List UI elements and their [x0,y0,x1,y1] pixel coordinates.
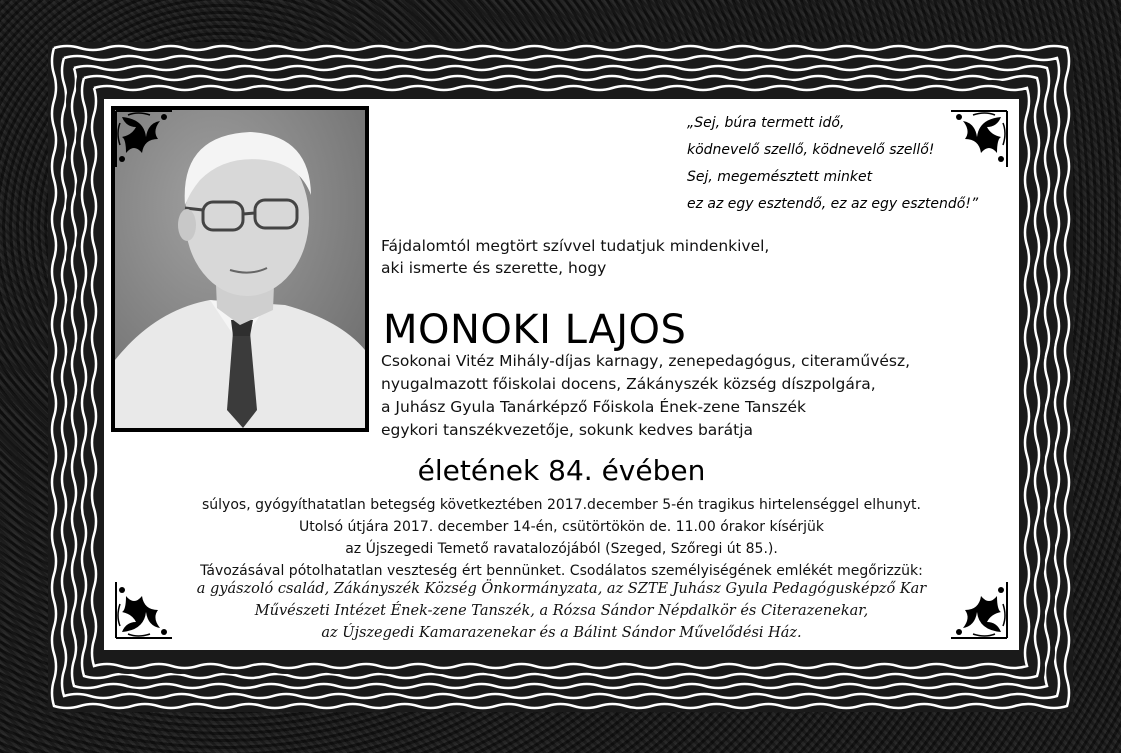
intro-text [381,235,769,279]
title-line: egykori tanszékvezetője, sokunk kedves barátja [381,421,754,439]
poem-quote [687,110,1017,218]
body-line: Távozásával pótolhatatlan veszteség ért bennünket. Csodálatos személyiségének emlékét megőrizzük: [200,563,923,579]
intro-line: Fájdalomtól megtört szívvel tudatjuk mindenkivel, [381,237,770,255]
mourners-list [104,578,1019,644]
deceased-name: MONOKI LAJOS [383,307,687,353]
body-line: Utolsó útjára 2017. december 14-én, csütörtökön de. 11.00 órakor kísérjük [298,519,825,535]
title-line: nyugalmazott főiskolai docens, Zákányszék község díszpolgára, [381,375,876,393]
mourners-line: a gyászoló család, Zákányszék Község Önkormányzata, az SZTE Juhász Gyula Pedagógusképző Kar [196,581,927,597]
intro-line: aki ismerte és szerette, hogy [381,259,607,277]
obituary-card [104,99,1019,650]
poem-line: ködnevelő szellő, ködnevelő szellő! [687,142,935,158]
title-line: a Juhász Gyula Tanárképző Főiskola Ének-zene Tanszék [381,398,806,416]
poem-line: ez az egy esztendő, ez az egy esztendő!” [687,196,979,212]
poem-line: „Sej, búra termett idő, [687,115,845,131]
mourners-line: Művészeti Intézet Ének-zene Tanszék, a Rózsa Sándor Népdalkör és Citerazenekar, [254,603,869,619]
corner-ornament-top-left-icon [114,109,174,169]
body-line: az Újszegedi Temető ravatalozójából (Szeged, Szőregi út 85.). [345,541,778,557]
age-line: életének 84. évében [417,454,706,487]
title-line: Csokonai Vitéz Mihály-díjas karnagy, zenepedagógus, citeraművész, [381,352,911,370]
deceased-titles [381,350,910,442]
announcement-body [104,494,1019,582]
mourners-line: az Újszegedi Kamarazenekar és a Bálint Sándor Művelődési Ház. [321,625,802,641]
poem-line: Sej, megemésztett minket [687,169,873,185]
body-line: súlyos, gyógyíthatatlan betegség következtében 2017.december 5-én tragikus hirtelenséggel elhunyt. [202,497,921,513]
